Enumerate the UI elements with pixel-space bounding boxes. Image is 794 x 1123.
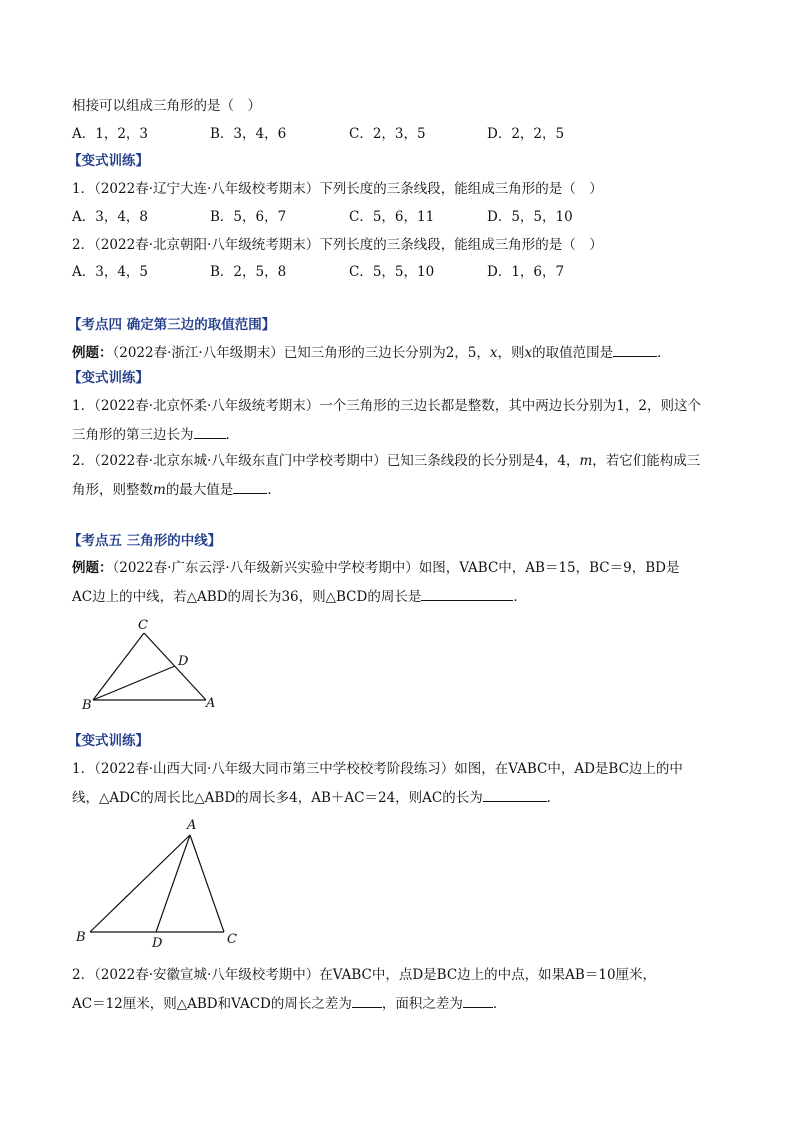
section-5-heading: 【考点五 三角形的中线】 [68, 533, 222, 549]
answer-blank[interactable] [463, 993, 493, 1008]
question-tail: 相接可以组成三角形的是（ ） [72, 98, 261, 114]
v2-option-c: C．5，5，10 [349, 264, 435, 280]
answer-blank[interactable] [194, 424, 226, 439]
v1-option-b: B．5，6，7 [210, 209, 287, 225]
section-5-example-line1: 例题：（2022春·广东云浮·八年级新兴实验中学校考期中）如图，VABC中，AB＝15，BC＝9，BD是 [72, 560, 680, 576]
segment-ac [190, 835, 224, 932]
v2-option-d: D．1，6，7 [487, 264, 565, 280]
label-a: A [206, 696, 216, 711]
triangle-figure-2 [72, 815, 252, 950]
section-5-example-line2: AC边上的中线，若△ABD的周长为36，则△BCD的周长是 ． [72, 586, 527, 606]
section-5-v2-line2: AC＝12厘米，则△ABD和VACD的周长之差为 ，面积之差为 ． [72, 993, 506, 1013]
variant-1-text: 1．（2022春·辽宁大连·八年级校考期末）下列长度的三条线段，能组成三角形的是（ ） [72, 181, 603, 197]
section-4-v1-line1: 1．（2022春·北京怀柔·八年级统考期末）一个三角形的三边长都是整数，其中两边长分别为1，2，则这个 [72, 398, 701, 414]
v1-option-d: D．5，5，10 [487, 209, 573, 225]
label-b: B [76, 930, 86, 945]
answer-blank[interactable] [613, 342, 657, 357]
answer-blank[interactable] [483, 787, 547, 802]
v1-option-a: A．3，4，8 [72, 209, 149, 225]
answer-blank[interactable] [233, 479, 267, 494]
v1-option-c: C．5，6，11 [349, 209, 435, 225]
section-4-example: 例题：（2022春·浙江·八年级期末）已知三角形的三边长分别为2，5，x，则x的取值范围是 ． [72, 342, 671, 362]
variant-2-text: 2．（2022春·北京朝阳·八年级统考期末）下列长度的三条线段，能组成三角形的是（ ） [72, 237, 603, 253]
section-4-v2-line1: 2．（2022春·北京东城·八年级东直门中学校考期中）已知三条线段的长分别是4，4，m，若它们能构成三 [72, 453, 701, 469]
variant-label: 【变式训练】 [68, 733, 149, 749]
section-4-v2-line2: 角形，则整数m的最大值是 ． [72, 479, 281, 499]
option-b: B．3，4，6 [210, 126, 287, 142]
section-4-heading: 【考点四 确定第三边的取值范围】 [68, 317, 276, 333]
label-d: D [178, 654, 189, 669]
v2-option-a: A．3，4，5 [72, 264, 149, 280]
v2-option-b: B．2，5，8 [210, 264, 287, 280]
triangle-figure-1 [78, 615, 228, 715]
label-c: C [227, 932, 237, 947]
option-c: C．2，3，5 [349, 126, 426, 142]
section-4-v1-line2: 三角形的第三边长为 ． [72, 424, 239, 444]
variant-label: 【变式训练】 [68, 370, 149, 386]
section-5-v1-line2: 线，△ADC的周长比△ABD的周长多4，AB＋AC＝24，则AC的长为 ． [72, 787, 560, 807]
segment-ad [156, 835, 190, 932]
label-d: D [152, 936, 163, 950]
section-5-v1-line1: 1．（2022春·山西大同·八年级大同市第三中学校校考阶段练习）如图，在VABC中，AD是BC边上的中 [72, 761, 683, 777]
answer-blank[interactable] [352, 993, 382, 1008]
example-label: 例题： [72, 345, 113, 361]
label-a: A [187, 818, 197, 833]
label-b: B [82, 698, 92, 713]
label-c: C [138, 618, 148, 633]
option-d: D．2，2，5 [487, 126, 565, 142]
example-label: 例题： [72, 560, 113, 576]
segment-ab [90, 835, 190, 932]
option-a: A．1，2，3 [72, 126, 149, 142]
answer-blank[interactable] [421, 586, 513, 601]
section-5-v2-line1: 2．（2022春·安徽宣城·八年级校考期中）在VABC中，点D是BC边上的中点，如果AB＝10厘米， [72, 967, 657, 983]
variant-label: 【变式训练】 [68, 153, 149, 169]
